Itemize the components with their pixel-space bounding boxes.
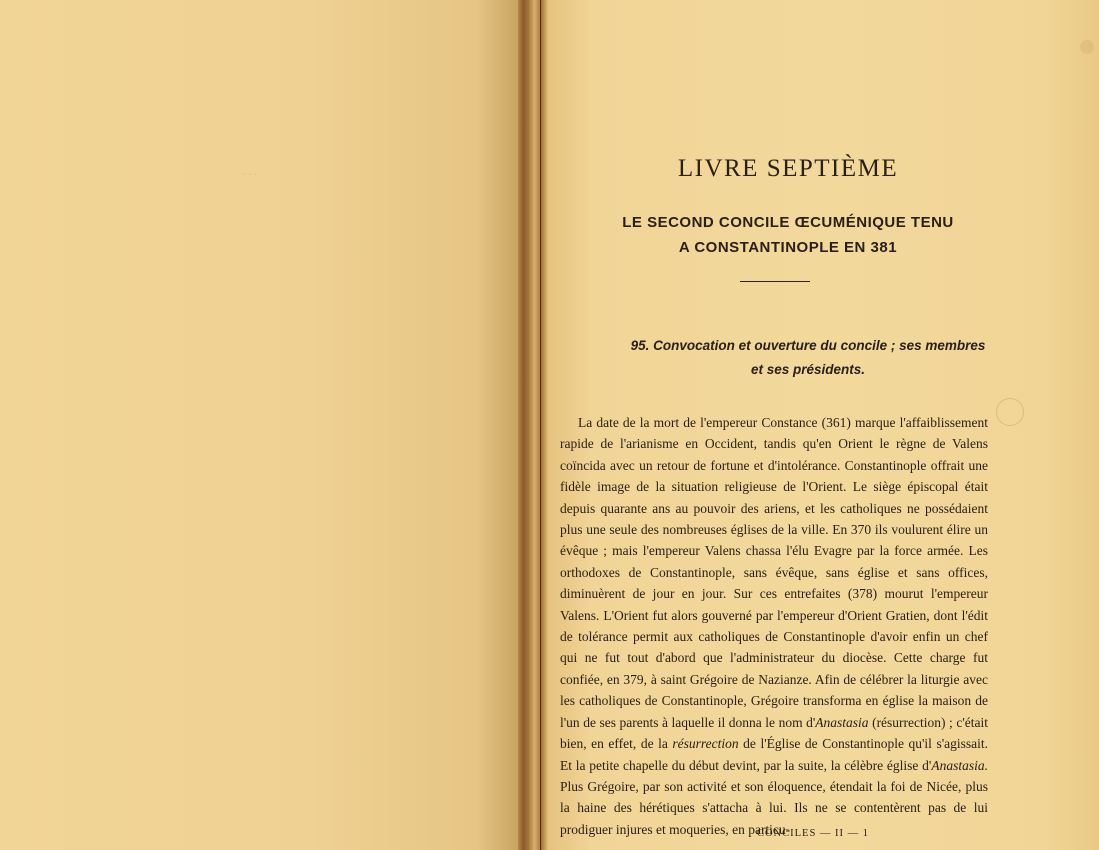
body-text — [560, 412, 988, 840]
body-paragraph — [560, 412, 988, 840]
paragraph-segment-3: de l'Église de Constantinople qu'il s'agissait. Et la petite chapelle du début devint, par la suite, la célèbre église d' — [560, 736, 988, 773]
emphasis-anastasia-2: Anastasia. — [931, 757, 988, 773]
section-heading-line-2: et ses présidents. — [750, 362, 866, 377]
running-foot: CONCILES — II — 1 — [756, 828, 870, 839]
paragraph-segment-1: La date de la mort de l'empereur Constance (361) marque l'affaiblissement rapide de l'arianisme en Occident, tandis qu'en Orient le règne de Valens coïncida avec un retour de fortune et d'intolérance. Constantinople offrait une fidèle image de la situation religieuse de l'Orient. Le siège épiscopal était depuis quarante ans au pouvoir des ariens, et les catholiques ne possédaient plus une seule des nombreuses églises de la ville. En 370 ils voulurent élire un évêque ; mais l'empereur Valens chassa l'élu Evagre par la force armée. Les orthodoxes de Constantinople, sans évêque, sans église et sans offices, diminuèrent de jour en jour. Sur ces entrefaites (378) mourut l'empereur Valens. L'Orient fut alors gouverné par l'empereur d'Orient Gratien, dont l'édit de tolérance permit aux catholiques de Constantinople d'avoir enfin un chef qui ne fut tout d'abord que l'administrateur du diocèse. Cette charge fut confiée, en 379, à saint Grégoire de Nazianze. Afin de célébrer la liturgie avec les catholiques de Constantinople, Grégoire transforma en église la maison de l'un de ses parents à laquelle il donna le nom d' — [560, 415, 988, 730]
paragraph-segment-2: (résurrection) ; c'était bien, en effet, de la — [560, 714, 988, 752]
chapter-title — [548, 210, 1028, 260]
section-heading-line-1: 95. Convocation et ouverture du concile ; ses membres — [630, 338, 986, 353]
page-stain — [996, 398, 1024, 426]
chapter-title-line-1: LE SECOND CONCILE ŒCUMÉNIQUE TENU — [622, 214, 954, 231]
page-stain — [1080, 40, 1094, 54]
chapter-title-line-2: A CONSTANTINOPLE EN 381 — [678, 239, 898, 256]
book-title: LIVRE SEPTIÈME — [677, 155, 899, 182]
left-page — [0, 0, 518, 850]
book-gutter — [518, 0, 548, 850]
bleed-through-text: … — [242, 162, 258, 179]
title-divider-rule — [740, 281, 810, 282]
emphasis-anastasia: Anastasia — [815, 714, 869, 730]
gutter-fold-line — [540, 0, 541, 850]
paragraph-segment-4: Plus Grégoire, par son activité et son éloquence, étendait la foi de Nicée, plus la haine des hérétiques s'attacha à lui. Ils ne se contentèrent pas de lui prodiguer injures et moqueries, en particu- — [560, 778, 988, 837]
emphasis-resurrection: résurrection — [672, 736, 739, 752]
section-heading — [548, 334, 1068, 382]
